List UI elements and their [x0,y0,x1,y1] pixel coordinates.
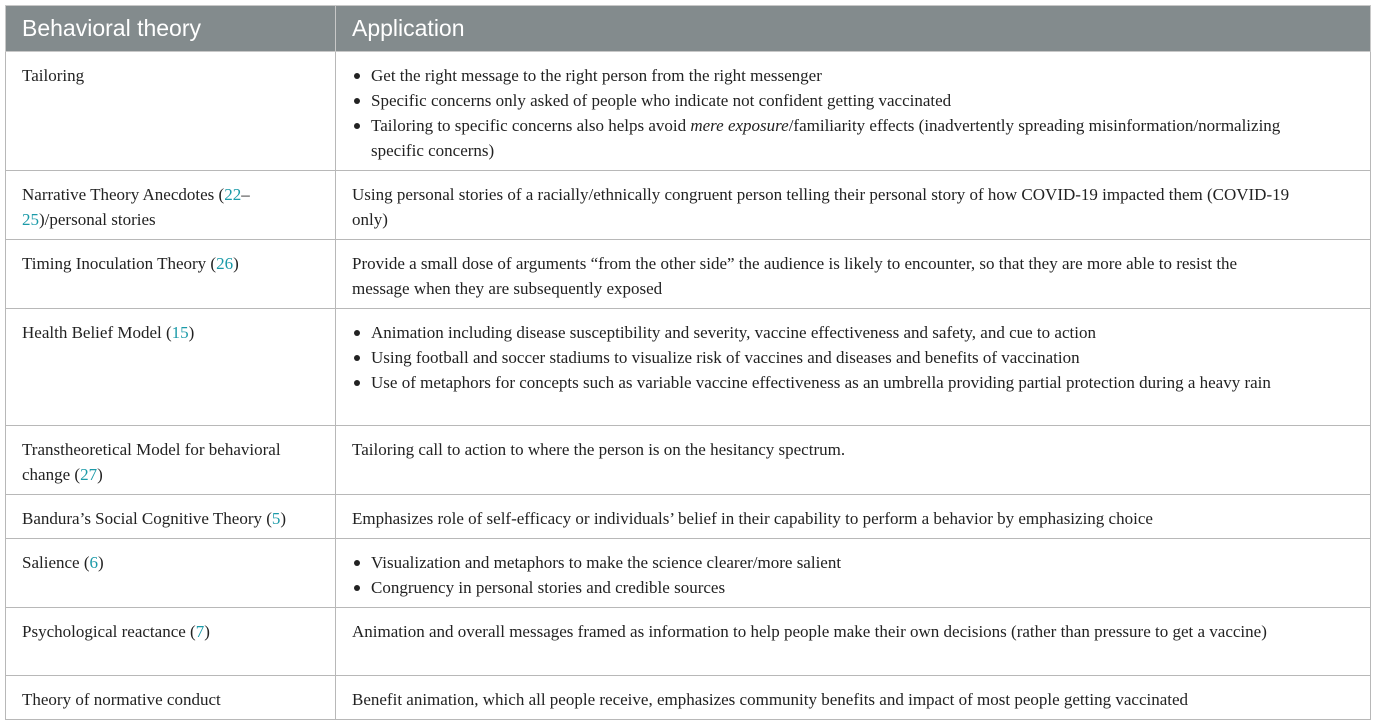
citation-link[interactable]: 6 [89,553,98,572]
application-list [352,320,1295,395]
theory-cell [6,495,336,539]
list-item [352,113,1295,163]
theory-text: Health Belief Model ( [22,323,172,342]
list-item: Animation including disease susceptibility and severity, vaccine effectiveness and safety, and cue to action [352,320,1295,345]
table-row [6,240,1371,309]
header-behavioral-theory: Behavioral theory [6,6,336,52]
application-cell [336,309,1371,426]
application-cell: Animation and overall messages framed as information to help people make their own decisions (rather than pressure to get a vaccine) [336,608,1371,676]
list-item: Specific concerns only asked of people who indicate not confident getting vaccinated [352,88,1295,113]
theory-text: Timing Inoculation Theory ( [22,254,217,273]
list-item: Using football and soccer stadiums to visualize risk of vaccines and diseases and benefits of vaccination [352,345,1295,370]
application-list [352,550,1295,600]
theory-text: Bandura’s Social Cognitive Theory ( [22,509,272,528]
list-item: Use of metaphors for concepts such as variable vaccine effectiveness as an umbrella providing partial protection during a heavy rain [352,370,1295,395]
theory-cell [6,171,336,240]
citation-link[interactable]: 15 [171,323,189,342]
emphasis-text: mere exposure [690,116,789,135]
table-row [6,426,1371,495]
table-header-row [6,6,1371,52]
theory-text: Narrative Theory Anecdotes ( [22,185,225,204]
list-item: Get the right message to the right person from the right messenger [352,63,1295,88]
table-row [6,676,1371,720]
application-list [352,63,1295,163]
bullet-text: Tailoring to specific concerns also helps avoid [371,116,691,135]
list-item: Congruency in personal stories and credible sources [352,575,1295,600]
table-row [6,309,1371,426]
application-cell: Provide a small dose of arguments “from the other side” the audience is likely to encounter, so that they are more able to resist the message when they are subsequently exposed [336,240,1371,309]
table-row [6,52,1371,171]
citation-link[interactable]: 22 [224,185,242,204]
theory-text: ) [280,509,287,528]
theory-cell [6,240,336,309]
theory-text: ) [204,622,210,641]
range-dash: – [241,185,250,204]
table-row [6,539,1371,608]
theory-cell [6,539,336,608]
theory-text: Transtheoretical Model for behavioral change ( [22,440,281,484]
theory-text: ) [98,553,104,572]
theory-table [5,5,1371,720]
theory-text: )/personal stories [39,210,156,229]
theory-cell: Theory of normative conduct [6,676,336,720]
list-item: Visualization and metaphors to make the science clearer/more salient [352,550,1295,575]
application-cell: Using personal stories of a racially/ethnically congruent person telling their personal story of how COVID-19 impacted them (COVID-19 only) [336,171,1371,240]
application-cell: Tailoring call to action to where the person is on the hesitancy spectrum. [336,426,1371,495]
application-cell [336,52,1371,171]
citation-link[interactable]: 5 [271,509,281,528]
header-application: Application [336,6,1371,52]
application-cell [336,539,1371,608]
theory-cell: Tailoring [6,52,336,171]
citation-link[interactable]: 7 [195,622,205,641]
table-row [6,495,1371,539]
theory-text: ) [233,254,239,273]
theory-cell [6,608,336,676]
theory-text: Salience ( [22,553,90,572]
theory-text: Psychological reactance ( [22,622,196,641]
theory-cell [6,426,336,495]
application-cell: Benefit animation, which all people receive, emphasizes community benefits and impact of most people getting vaccinated [336,676,1371,720]
bullet-text: /familiarity effects (inadvertently spreading misinformation/normalizing specific concerns) [371,116,1281,160]
citation-link[interactable]: 27 [80,465,98,484]
table-row [6,171,1371,240]
citation-link[interactable]: 26 [216,254,234,273]
citation-link[interactable]: 25 [22,210,39,229]
theory-cell [6,309,336,426]
application-cell: Emphasizes role of self-efficacy or individuals’ belief in their capability to perform a behavior by emphasizing choice [336,495,1371,539]
table-row [6,608,1371,676]
theory-text: ) [97,465,103,484]
theory-text: ) [188,323,195,342]
